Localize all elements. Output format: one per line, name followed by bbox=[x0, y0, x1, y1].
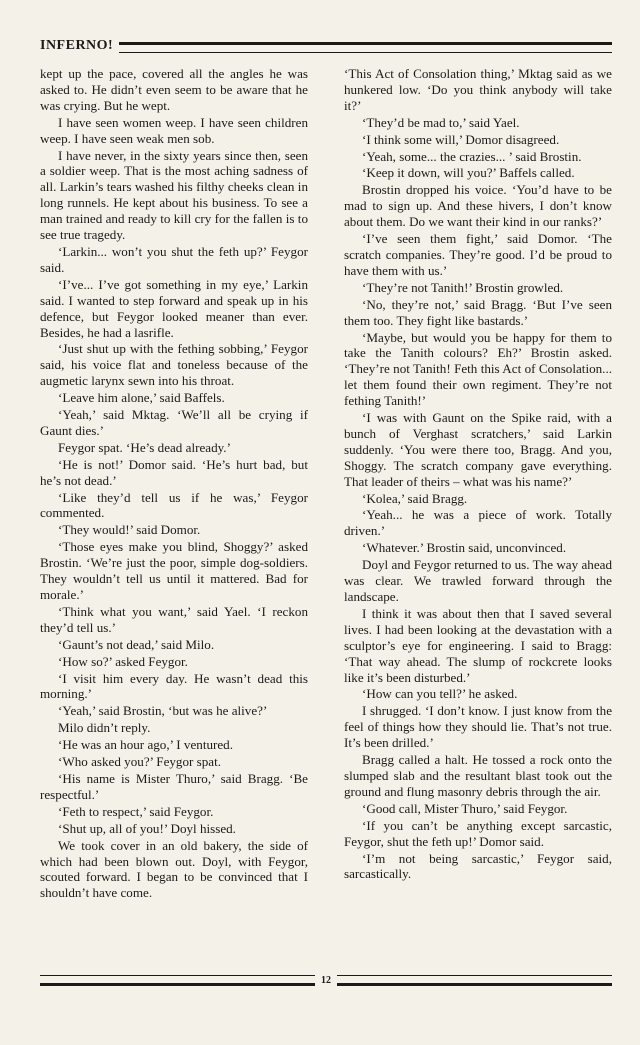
paragraph: ‘Whatever.’ Brostin said, unconvinced. bbox=[362, 540, 567, 556]
paragraph: ‘Good call, Mister Thuro,’ said Feygor. bbox=[362, 800, 568, 816]
header-rule bbox=[119, 42, 612, 53]
paragraph: ‘Maybe, but would you be happy for them to take the Tanith colours? Eh?’ Brostin asked. ‘They’re not Tanith! Feth this Act of Consolation... let them found their own regiment. They’re not fething Tanith!’ bbox=[344, 329, 612, 409]
paragraph: I have seen women weep. I have seen children weep. I have seen weak men sob. bbox=[40, 114, 308, 146]
right-column bbox=[344, 66, 612, 966]
footer-rule-right bbox=[337, 975, 612, 986]
paragraph: Milo didn’t reply. bbox=[58, 720, 151, 736]
page-number: 12 bbox=[321, 974, 331, 986]
paragraph: ‘Larkin... won’t you shut the feth up?’ Feygor said. bbox=[40, 243, 308, 275]
paragraph: Feygor spat. ‘He’s dead already.’ bbox=[58, 439, 231, 455]
paragraph: ‘I was with Gaunt on the Spike raid, with a bunch of Verghast scratchers,’ said Larkin suddenly. ‘You were there too, Bragg. And you, Shoggy. The scratch company gave everything. That leader of theirs – what was his name?’ bbox=[344, 410, 612, 489]
paragraph: ‘Kolea,’ said Bragg. bbox=[362, 490, 468, 506]
paragraph: ‘Keep it down, will you?’ Baffels called. bbox=[362, 165, 575, 181]
text-columns bbox=[40, 66, 612, 966]
paragraph: ‘Think what you want,’ said Yael. ‘I reckon they’d tell us.’ bbox=[40, 603, 308, 635]
paragraph: ‘Leave him alone,’ said Baffels. bbox=[58, 390, 225, 406]
paragraph: ‘I’m not being sarcastic,’ Feygor said, sarcastically. bbox=[344, 850, 612, 882]
paragraph: Brostin dropped his voice. ‘You’d have to be mad to sign up. And these hivers, I don’t know about them. Do we want their kind in our ranks?’ bbox=[344, 182, 612, 230]
paragraph: ‘How so?’ asked Feygor. bbox=[58, 653, 188, 669]
paragraph: ‘His name is Mister Thuro,’ said Bragg. ‘Be respectful.’ bbox=[40, 770, 308, 802]
paragraph: ‘I visit him every day. He wasn’t dead this morning.’ bbox=[40, 670, 308, 702]
paragraph: I think it was about then that I saved several lives. I had been looking at the devastation with a sculptor’s eye for engineering. I said to Bragg: ‘That way ahead. The slump of rockcrete looks like it’s been disturbed.’ bbox=[344, 605, 612, 685]
paragraph: ‘Those eyes make you blind, Shoggy?’ asked Brostin. ‘We’re just the poor, simple dog-soldiers. They wouldn’t tell us until it mattered. Bad for morale.’ bbox=[40, 539, 308, 602]
running-header bbox=[40, 36, 612, 56]
paragraph: ‘If you can’t be anything except sarcastic, Feygor, shut the feth up!’ Domor said. bbox=[344, 817, 612, 849]
paragraph: Doyl and Feygor returned to us. The way ahead was clear. We trawled forward through the landscape. bbox=[344, 557, 612, 604]
paragraph: Bragg called a halt. He tossed a rock onto the slumped slab and the resultant blast took out the ground and flung masonry debris through the air. bbox=[344, 752, 612, 799]
paragraph: ‘They’d be mad to,’ said Yael. bbox=[362, 114, 520, 130]
paragraph: ‘Who asked you?’ Feygor spat. bbox=[58, 754, 222, 770]
left-column bbox=[40, 66, 308, 966]
paragraph: ‘No, they’re not,’ said Bragg. ‘But I’ve seen them too. They fight like bastards.’ bbox=[344, 296, 612, 328]
paragraph: ‘Gaunt’s not dead,’ said Milo. bbox=[58, 636, 215, 652]
footer-rule-left bbox=[40, 975, 315, 986]
page-footer bbox=[40, 970, 612, 990]
paragraph: ‘Just shut up with the fething sobbing,’ Feygor said, his voice flat and toneless because of the augmetic larynx sewn into his throat. bbox=[40, 341, 308, 389]
paragraph: ‘How can you tell?’ he asked. bbox=[362, 686, 518, 702]
paragraph: ‘I’ve... I’ve got something in my eye,’ Larkin said. I wanted to step forward and speak up in his defence, but Feygor looked meaner than ever. Besides, he had a lasrifle. bbox=[40, 276, 308, 340]
paragraph: ‘Yeah... he was a piece of work. Totally driven.’ bbox=[344, 507, 612, 539]
paragraph: I have never, in the sixty years since then, seen a soldier weep. That is the most aching sadness of all. Larkin’s tears washed his filthy cheeks clean in long runnels. He kept about his business. To see a man trained and ready to kill cry for the fallen is to see true tragedy. bbox=[40, 147, 308, 243]
paragraph: ‘He was an hour ago,’ I ventured. bbox=[58, 737, 234, 753]
paragraph: ‘Feth to respect,’ said Feygor. bbox=[58, 803, 214, 819]
paragraph: ‘Yeah,’ said Brostin, ‘but was he alive?’ bbox=[58, 703, 268, 719]
paragraph: ‘Yeah, some... the crazies... ’ said Brostin. bbox=[362, 148, 582, 164]
paragraph: ‘He is not!’ Domor said. ‘He’s hurt bad, but he’s not dead.’ bbox=[40, 456, 308, 488]
paragraph: ‘Yeah,’ said Mktag. ‘We’ll all be crying if Gaunt dies.’ bbox=[40, 407, 308, 438]
book-title: INFERNO! bbox=[40, 38, 114, 53]
paragraph: ‘I think some will,’ Domor disagreed. bbox=[362, 131, 560, 147]
paragraph: kept up the pace, covered all the angles he was asked to. He didn’t even seem to be aware that he was crying. But he wept. bbox=[40, 66, 308, 113]
paragraph: ‘Shut up, all of you!’ Doyl hissed. bbox=[58, 820, 236, 836]
paragraph: ‘They would!’ said Domor. bbox=[58, 522, 201, 538]
paragraph: ‘Like they’d tell us if he was,’ Feygor commented. bbox=[40, 489, 308, 521]
paragraph: ‘They’re not Tanith!’ Brostin growled. bbox=[362, 279, 564, 295]
paragraph: ‘I’ve seen them fight,’ said Domor. ‘The scratch companies. They’re good. I’d be proud to have them with us.’ bbox=[344, 231, 612, 278]
paragraph: ‘This Act of Consolation thing,’ Mktag said as we hunkered low. ‘Do you think anybody will take it?’ bbox=[344, 66, 612, 113]
paragraph: We took cover in an old bakery, the side of which had been blown out. Doyl, with Feygor, scouted forward. I began to be convinced that I shouldn’t have come. bbox=[40, 837, 308, 901]
paragraph: I shrugged. ‘I don’t know. I just know from the feel of things how they should lie. That’s not true. It’s been drilled.’ bbox=[344, 703, 612, 751]
